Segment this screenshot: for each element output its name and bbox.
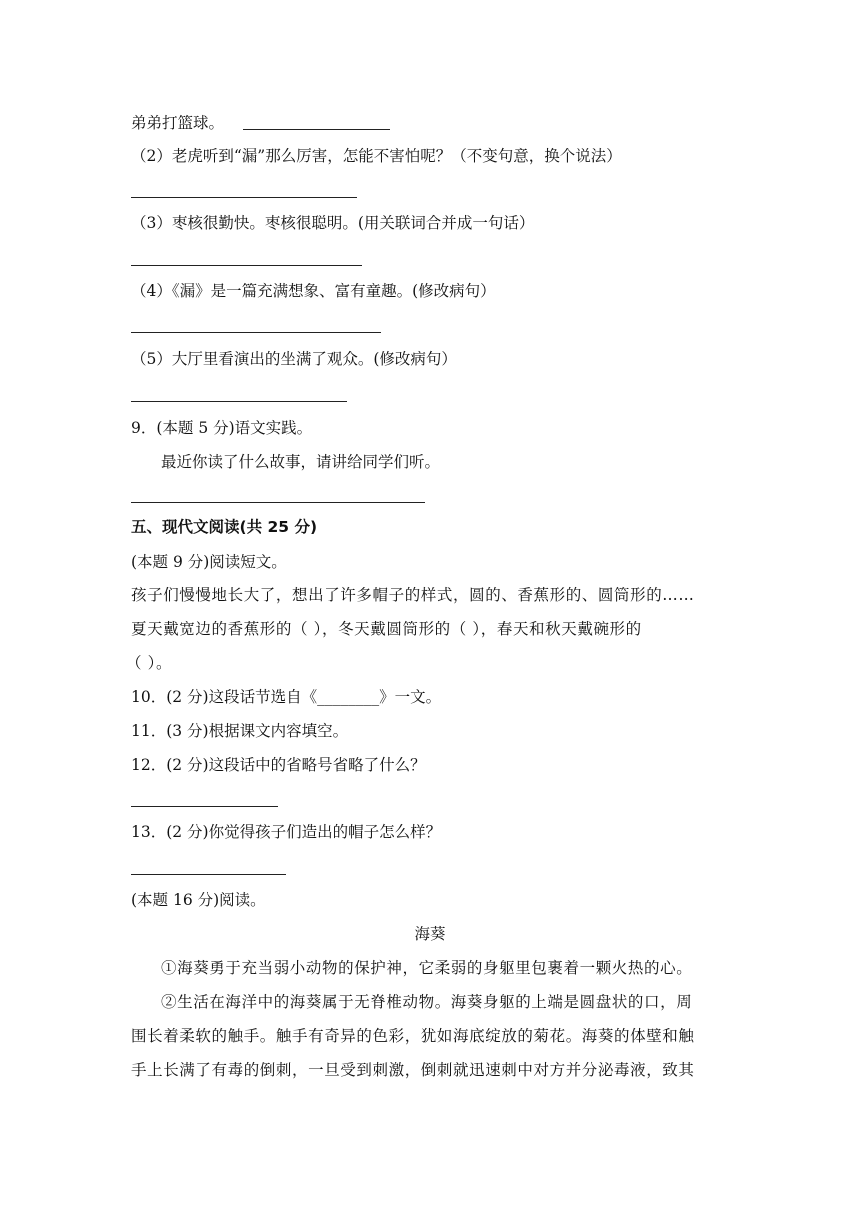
- passage2-line: 手上长满了有毒的倒刺，一旦受到刺激，倒刺就迅速刺中对方并分泌毒液，致其: [131, 1061, 695, 1079]
- answer-line[interactable]: [243, 129, 390, 130]
- q8-4-prompt: （4）《漏》是一篇充满想象、富有童趣。(修改病句）: [131, 282, 496, 300]
- passage1-line: （ ）。: [126, 654, 173, 672]
- passage2-title: 海葵: [414, 925, 446, 943]
- passage2-line: ①海葵勇于充当弱小动物的保护神，它柔弱的身躯里包裹着一颗火热的心。: [161, 959, 693, 977]
- passage1-line: 孩子们慢慢地长大了，想出了许多帽子的样式，圆的、香蕉形的、圆筒形的……: [131, 586, 695, 604]
- answer-line[interactable]: [131, 332, 381, 333]
- answer-line[interactable]: [131, 502, 425, 503]
- q8-2-prompt: （2）老虎听到“漏”那么厉害，怎能不害怕呢？（不变句意，换个说法）: [131, 147, 622, 165]
- answer-line[interactable]: [131, 401, 347, 402]
- q13: 13．(2 分)你觉得孩子们造出的帽子怎么样？: [131, 823, 442, 841]
- q9-title: 9．(本题 5 分)语文实践。: [131, 419, 313, 437]
- answer-line[interactable]: [131, 197, 357, 198]
- passage2-line: ②生活在海洋中的海葵属于无脊椎动物。海葵身躯的上端是圆盘状的口，周: [161, 993, 693, 1011]
- q8-3-prompt: （3）枣核很勤快。枣核很聪明。(用关联词合并成一句话）: [131, 214, 535, 232]
- passage1-line: 夏天戴宽边的香蕉形的（ ），冬天戴圆筒形的（ ），春天和秋天戴碗形的: [131, 620, 642, 638]
- q10: 10．(2 分)这段话节选自《________》一文。: [131, 688, 442, 706]
- q8-5-prompt: （5）大厅里看演出的坐满了观众。(修改病句）: [131, 350, 457, 368]
- answer-line[interactable]: [131, 874, 286, 875]
- answer-line[interactable]: [131, 806, 278, 807]
- answer-line[interactable]: [131, 265, 362, 266]
- passage1-intro: (本题 9 分)阅读短文。: [131, 553, 287, 571]
- q8-1-tail: 弟弟打篮球。: [131, 114, 225, 132]
- q9-body: 最近你读了什么故事，请讲给同学们听。: [161, 453, 441, 471]
- section-heading: 五、现代文阅读(共 25 分): [131, 518, 318, 536]
- passage2-intro: (本题 16 分)阅读。: [131, 891, 266, 909]
- passage2-line: 围长着柔软的触手。触手有奇异的色彩，犹如海底绽放的菊花。海葵的体壁和触: [131, 1027, 695, 1045]
- q12: 12．(2 分)这段话中的省略号省略了什么？: [131, 756, 426, 774]
- q11: 11．(3 分)根据课文内容填空。: [131, 722, 349, 740]
